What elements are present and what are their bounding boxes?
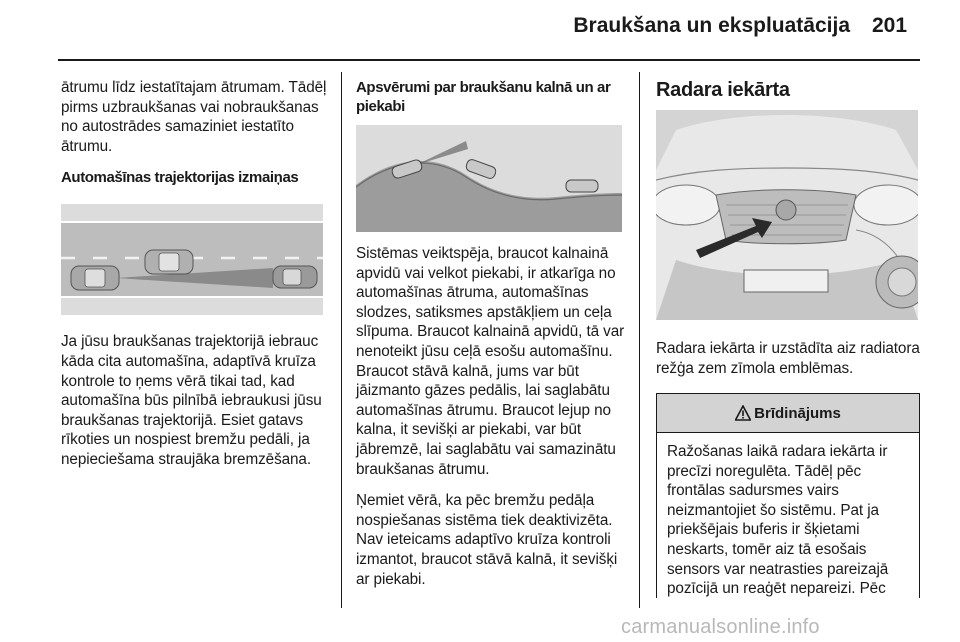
column-divider-2 bbox=[639, 72, 640, 608]
hill-driving-illustration bbox=[356, 125, 622, 232]
paragraph: Ņemiet vērā, ka pēc bremžu pedāļa nospiešanas sistēma tiek deaktivizēta. Nav ieteicams adaptīvo kruīza kontroli izmantot, braucot stāvā kalnā, it sevišķi ar piekabi. bbox=[356, 492, 618, 588]
column-divider-1 bbox=[341, 72, 342, 608]
warning-triangle-icon bbox=[735, 405, 751, 421]
column-3 bbox=[656, 78, 922, 390]
paragraph: ātrumu līdz iestatītajam ātrumam. Tādēļ pirms uzbraukšanas vai nobraukšanas no autostrādes samaziniet iestatīto ātrumu. bbox=[61, 79, 327, 155]
merging-car-icon bbox=[145, 250, 193, 274]
watermark: carmanualsonline.info bbox=[621, 616, 820, 638]
column-1 bbox=[61, 78, 329, 482]
header-rule bbox=[58, 59, 920, 61]
section-heading: Apsvērumi par braukšanu kalnā un ar piekabi bbox=[356, 79, 611, 115]
page-number: 201 bbox=[872, 14, 908, 37]
paragraph: Ja jūsu braukšanas trajektorijā iebrauc kāda cita automašīna, adaptīvā kruīza kontrole to ņems vērā tikai tad, kad automašīna būs pilnībā iebraukusi jūsu braukšanas trajektorijā. Esiet gatavs rīkoties un nospiest bremžu pedāli, ja nepieciešama straujāka bremzēšana. bbox=[61, 333, 322, 468]
lane-change-illustration bbox=[61, 204, 323, 315]
paragraph: Sistēmas veiktspēja, braucot kalnainā apvidū vai velkot piekabi, ir atkarīga no automašīnas ātruma, automašīnas slodzes, satiksmes apstākļiem un ceļa slīpuma. Braucot kalnainā apvidū, tā var nenoteikt jūsu ceļā esošu automašīnu. Braucot stāvā kalnā, jums var būt jāizmanto gāzes pedālis, lai saglabātu automašīnas ātrumu. Braucot lejup no kalna, it sevišķi ar piekabi, var būt jābremzē, lai saglabātu vai samazinātu braukšanas ātrumu. bbox=[356, 245, 625, 478]
radar-location-illustration bbox=[656, 110, 918, 320]
own-car-icon bbox=[71, 266, 119, 290]
car-downhill-icon bbox=[566, 180, 598, 192]
page-header-title: Braukšana un ekspluatācija bbox=[573, 14, 850, 37]
warning-box bbox=[656, 393, 920, 598]
car-ahead-icon bbox=[273, 266, 317, 288]
warning-title: Brīdinājums bbox=[754, 404, 841, 422]
column-2 bbox=[356, 78, 626, 601]
paragraph: Radara iekārta ir uzstādīta aiz radiatora režģa zem zīmola emblēmas. bbox=[656, 340, 920, 377]
section-heading: Radara iekārta bbox=[656, 79, 790, 101]
warning-text: Ražošanas laikā radara iekārta ir precīzi noregulēta. Tādēļ pēc frontālas sadursmes vairs neizmantojiet šo sistēmu. Pat ja priekšējais buferis ir šķietami neskarts, tomēr aiz tā esošais sensors var neatrasties pareizajā pozīcijā un reaģēt nepareizi. Pēc bbox=[667, 443, 889, 598]
warning-header bbox=[657, 394, 919, 433]
section-heading: Automašīnas trajektorijas izmaiņas bbox=[61, 169, 299, 187]
